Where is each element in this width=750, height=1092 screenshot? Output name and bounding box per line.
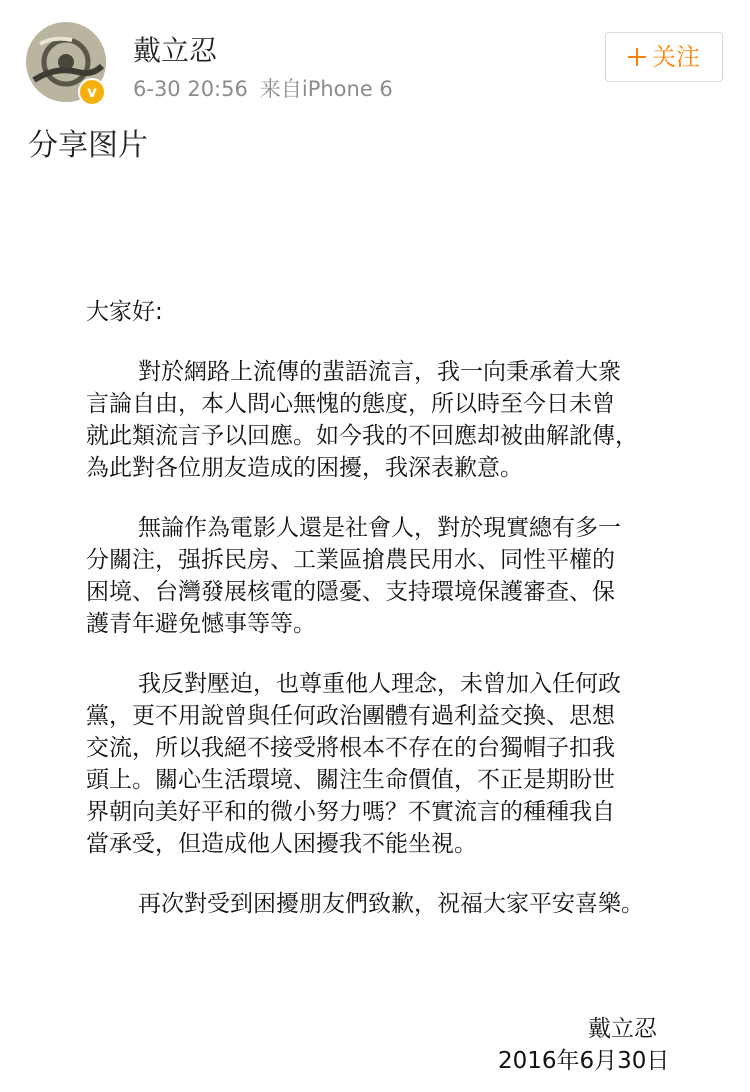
- letter-line: 無論作為電影人還是社會人，對於現實總有多一: [138, 515, 621, 541]
- follow-label: 关注: [652, 43, 700, 71]
- post-text: 分享图片: [28, 128, 148, 163]
- letter-signature: 戴立忍: [588, 1016, 657, 1042]
- letter-body: [86, 296, 686, 948]
- letter-line: 當承受，但造成他人困擾我不能坐視。: [86, 831, 477, 857]
- letter-paragraph: [86, 356, 686, 484]
- post-timestamp: 6-30 20:56: [133, 77, 248, 101]
- letter-line: 分關注，强拆民房、工業區搶農民用水、同性平權的: [86, 547, 615, 573]
- letter-line: 護青年避免憾事等等。: [86, 611, 316, 637]
- verified-badge-icon: v: [78, 78, 106, 106]
- letter-line: 就此類流言予以回應。如今我的不回應却被曲解訛傳，: [86, 423, 638, 449]
- post-source: 来自iPhone 6: [259, 77, 393, 101]
- letter-paragraph: [86, 668, 686, 860]
- letter-greeting: 大家好:: [86, 299, 163, 325]
- letter-paragraph: [86, 512, 686, 640]
- letter-line: 交流，所以我絕不接受將根本不存在的台獨帽子扣我: [86, 735, 615, 761]
- user-name[interactable]: 戴立忍: [133, 34, 218, 67]
- letter-paragraph: [86, 888, 686, 920]
- letter-line: 言論自由，本人問心無愧的態度，所以時至今日未曾: [86, 391, 615, 417]
- letter-line: 困境、台灣發展核電的隱憂、支持環境保護審查、保: [86, 579, 615, 605]
- plus-icon: [628, 48, 646, 66]
- letter-line: 為此對各位朋友造成的困擾，我深表歉意。: [86, 455, 523, 481]
- letter-line: 界朝向美好平和的微小努力嗎？不實流言的種種我自: [86, 799, 615, 825]
- letter-date: 2016年6月30日: [498, 1048, 670, 1074]
- letter-line: 黨，更不用說曾與任何政治團體有過利益交換、思想: [86, 703, 615, 729]
- post-meta: [133, 76, 393, 102]
- shared-letter-image[interactable]: [0, 196, 750, 1092]
- letter-line: 我反對壓迫，也尊重他人理念，未曾加入任何政: [138, 671, 621, 697]
- letter-line: 對於網路上流傳的蜚語流言，我一向秉承着大衆: [138, 359, 621, 385]
- follow-button[interactable]: [605, 32, 723, 82]
- letter-line: 頭上。關心生活環境、關注生命價值，不正是期盼世: [86, 767, 615, 793]
- letter-line: 再次對受到困擾朋友們致歉，祝福大家平安喜樂。: [138, 891, 644, 917]
